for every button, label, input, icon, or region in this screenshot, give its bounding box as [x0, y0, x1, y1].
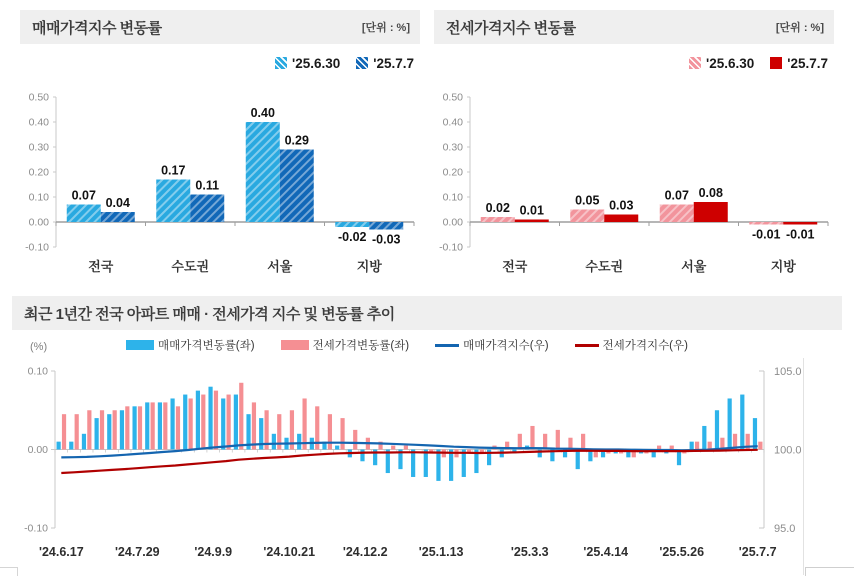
bar [100, 410, 104, 449]
category-label: 전국 [502, 259, 528, 274]
right-tick-label: 100.0 [774, 444, 802, 457]
trend-title: 최근 1년간 전국 아파트 매매 · 전세가격 지수 및 변동률 추이 [24, 305, 395, 323]
y-tick-label: 0.20 [28, 166, 49, 179]
bar [690, 442, 694, 450]
bar [246, 122, 280, 222]
bar-value-label: -0.02 [338, 230, 367, 244]
bar [234, 395, 238, 450]
bar-value-label: 0.11 [195, 178, 220, 193]
x-axis-label: '25.4.14 [583, 545, 629, 559]
bar [156, 180, 190, 223]
trend-legend-sale-index [435, 337, 548, 353]
bar [120, 410, 124, 449]
sale-price-panel [20, 10, 420, 279]
legend-swatch-icon [275, 57, 287, 69]
bar [340, 418, 344, 449]
sale-panel-header [20, 10, 420, 44]
left-axis-unit-label: (%) [30, 341, 48, 353]
bar [758, 442, 762, 450]
y-tick-label: 0.10 [442, 191, 463, 204]
bar [145, 402, 149, 449]
trend-header [12, 296, 842, 330]
x-axis-label: '24.12.2 [342, 545, 388, 559]
bar [252, 402, 256, 449]
bar-value-label: 0.04 [105, 196, 130, 210]
bar [62, 414, 66, 449]
x-axis-label: '25.5.26 [659, 545, 705, 559]
bar [158, 402, 162, 449]
x-axis-label: '24.7.29 [114, 545, 160, 559]
legend-label: 전세가격지수(우) [602, 340, 688, 352]
y-tick-label: 0.40 [442, 116, 463, 129]
bar [297, 434, 301, 450]
bar [272, 434, 276, 450]
jeonse-price-bar-chart [434, 83, 834, 279]
bar [227, 395, 231, 450]
bar-value-label: 0.01 [519, 203, 544, 218]
category-label: 서울 [267, 259, 293, 274]
sale-price-bar-chart [20, 83, 420, 279]
legend-label: 매매가격지수(우) [463, 340, 549, 352]
bar [190, 195, 224, 223]
legend-line-swatch-icon [575, 344, 599, 347]
sale-panel-title: 매매가격지수 변동률 [32, 19, 162, 37]
category-label: 지방 [770, 259, 796, 274]
jeonse-legend-item-curr [770, 56, 828, 71]
x-axis-label: '25.7.7 [738, 545, 777, 559]
x-axis-label: '24.6.17 [38, 545, 84, 559]
bar [95, 418, 99, 449]
bar [189, 398, 193, 449]
jeonse-price-panel [434, 10, 834, 279]
sale-legend-item-prev [275, 56, 340, 71]
bar [715, 410, 719, 449]
bar [481, 217, 515, 222]
legend-label: 매매가격변동률(좌) [158, 340, 255, 352]
x-axis-label: '25.1.13 [418, 545, 464, 559]
y-tick-label: -0.10 [25, 241, 49, 254]
bar [214, 391, 218, 450]
trend-combo-chart [12, 359, 842, 566]
bar-value-label: 0.29 [284, 133, 309, 148]
category-label: 수도권 [171, 259, 210, 274]
category-label: 수도권 [585, 259, 624, 274]
left-tick-label: 0.10 [27, 365, 48, 378]
right-tick-label: 95.0 [774, 523, 796, 535]
bar [201, 395, 205, 450]
trend-legend-jeonse-change [281, 337, 410, 353]
bar [411, 450, 415, 477]
bar [360, 450, 364, 462]
bar [404, 446, 408, 450]
bar-value-label: 0.07 [71, 188, 96, 203]
bar [749, 222, 783, 225]
bar [515, 220, 549, 223]
y-tick-label: 0.40 [28, 116, 49, 129]
bar-value-label: -0.03 [372, 232, 401, 247]
legend-label: '25.7.7 [373, 55, 414, 71]
x-axis-label: '24.9.9 [194, 545, 233, 559]
jeonse-legend [434, 53, 834, 73]
y-tick-label: 0.50 [442, 91, 463, 104]
bar [660, 205, 694, 223]
legend-label: 전세가격변동률(좌) [312, 340, 410, 352]
bar [436, 450, 440, 481]
bar [239, 383, 243, 450]
bar [670, 446, 674, 450]
bar [694, 202, 728, 222]
bar [176, 406, 180, 449]
y-tick-label: 0.30 [28, 141, 49, 154]
bar-value-label: -0.01 [752, 227, 781, 242]
legend-label: '25.6.30 [291, 55, 341, 71]
legend-swatch-icon [770, 57, 782, 69]
bar [138, 406, 142, 449]
bar [302, 398, 306, 449]
bar [170, 398, 174, 449]
category-label: 지방 [356, 259, 382, 274]
bar [151, 402, 155, 449]
bar [369, 222, 403, 230]
page-edge-line [803, 358, 804, 575]
bar-value-label: 0.02 [485, 201, 510, 215]
bar [783, 222, 817, 225]
bar-value-label: 0.17 [161, 163, 186, 178]
bar [335, 222, 369, 227]
y-tick-label: -0.10 [439, 241, 463, 254]
x-axis-label: '24.10.21 [263, 545, 316, 559]
bar [82, 434, 86, 450]
legend-label: '25.6.30 [705, 55, 755, 71]
bar-value-label: -0.01 [786, 227, 815, 242]
sale-legend [20, 53, 420, 73]
legend-swatch-icon [689, 57, 701, 69]
sale-unit-label: [단위 : %] [361, 22, 410, 34]
bar [702, 426, 706, 450]
legend-line-swatch-icon [435, 344, 459, 347]
bar [280, 150, 314, 223]
bar [695, 442, 699, 450]
bar [424, 450, 428, 477]
left-tick-label: 0.00 [27, 444, 48, 456]
bar [740, 395, 744, 450]
bar [391, 446, 395, 450]
y-tick-label: 0.10 [28, 191, 49, 204]
bar [328, 414, 332, 449]
bar [604, 215, 638, 223]
bar [163, 402, 167, 449]
right-tick-label: 105.0 [774, 366, 802, 378]
jeonse-legend-item-prev [689, 56, 754, 71]
bar [87, 410, 91, 449]
bar [101, 212, 135, 222]
y-tick-label: 0.00 [28, 216, 49, 229]
legend-swatch-icon [356, 57, 368, 69]
y-tick-label: 0.50 [28, 91, 49, 104]
y-tick-label: 0.20 [442, 166, 463, 179]
bar [57, 442, 61, 450]
bar [581, 434, 585, 450]
bar [353, 430, 357, 450]
legend-swatch-icon [126, 340, 154, 350]
bar [530, 426, 534, 450]
bar [183, 395, 187, 450]
sale-legend-item-curr [356, 56, 414, 71]
trend-meta-row [12, 337, 842, 359]
bar [556, 430, 560, 450]
bar [69, 442, 73, 450]
trend-legend-jeonse-index [575, 337, 688, 353]
y-tick-label: 0.00 [442, 216, 463, 229]
bar [107, 414, 111, 449]
bar [196, 391, 200, 450]
bar [125, 406, 129, 449]
bar [67, 205, 101, 223]
bar [576, 450, 580, 470]
bar-value-label: 0.03 [609, 198, 634, 213]
bar-value-label: 0.40 [250, 106, 275, 120]
bar [753, 418, 757, 449]
x-axis-label: '25.3.3 [510, 545, 549, 559]
trend-legend-sale-change [126, 337, 255, 353]
jeonse-panel-header [434, 10, 834, 44]
bar [221, 398, 225, 449]
bar [132, 406, 136, 449]
bar-value-label: 0.08 [698, 186, 723, 200]
bar-value-label: 0.05 [575, 193, 600, 208]
trend-legend [12, 337, 802, 353]
legend-label: '25.7.7 [787, 55, 828, 71]
category-label: 전국 [88, 259, 114, 274]
jeonse-panel-title: 전세가격지수 변동률 [446, 19, 576, 37]
category-label: 서울 [681, 259, 707, 274]
bar [113, 410, 117, 449]
trend-section [12, 296, 842, 566]
bar [449, 450, 453, 481]
bar-value-label: 0.07 [664, 188, 689, 203]
left-tick-label: -0.10 [24, 522, 48, 535]
legend-swatch-icon [281, 340, 309, 350]
bar [570, 210, 604, 223]
jeonse-unit-label: [단위 : %] [775, 22, 824, 34]
y-tick-label: 0.30 [442, 141, 463, 154]
bar [708, 442, 712, 450]
bar [335, 446, 339, 450]
bar [208, 387, 212, 450]
bar [728, 398, 732, 449]
bar [75, 414, 79, 449]
